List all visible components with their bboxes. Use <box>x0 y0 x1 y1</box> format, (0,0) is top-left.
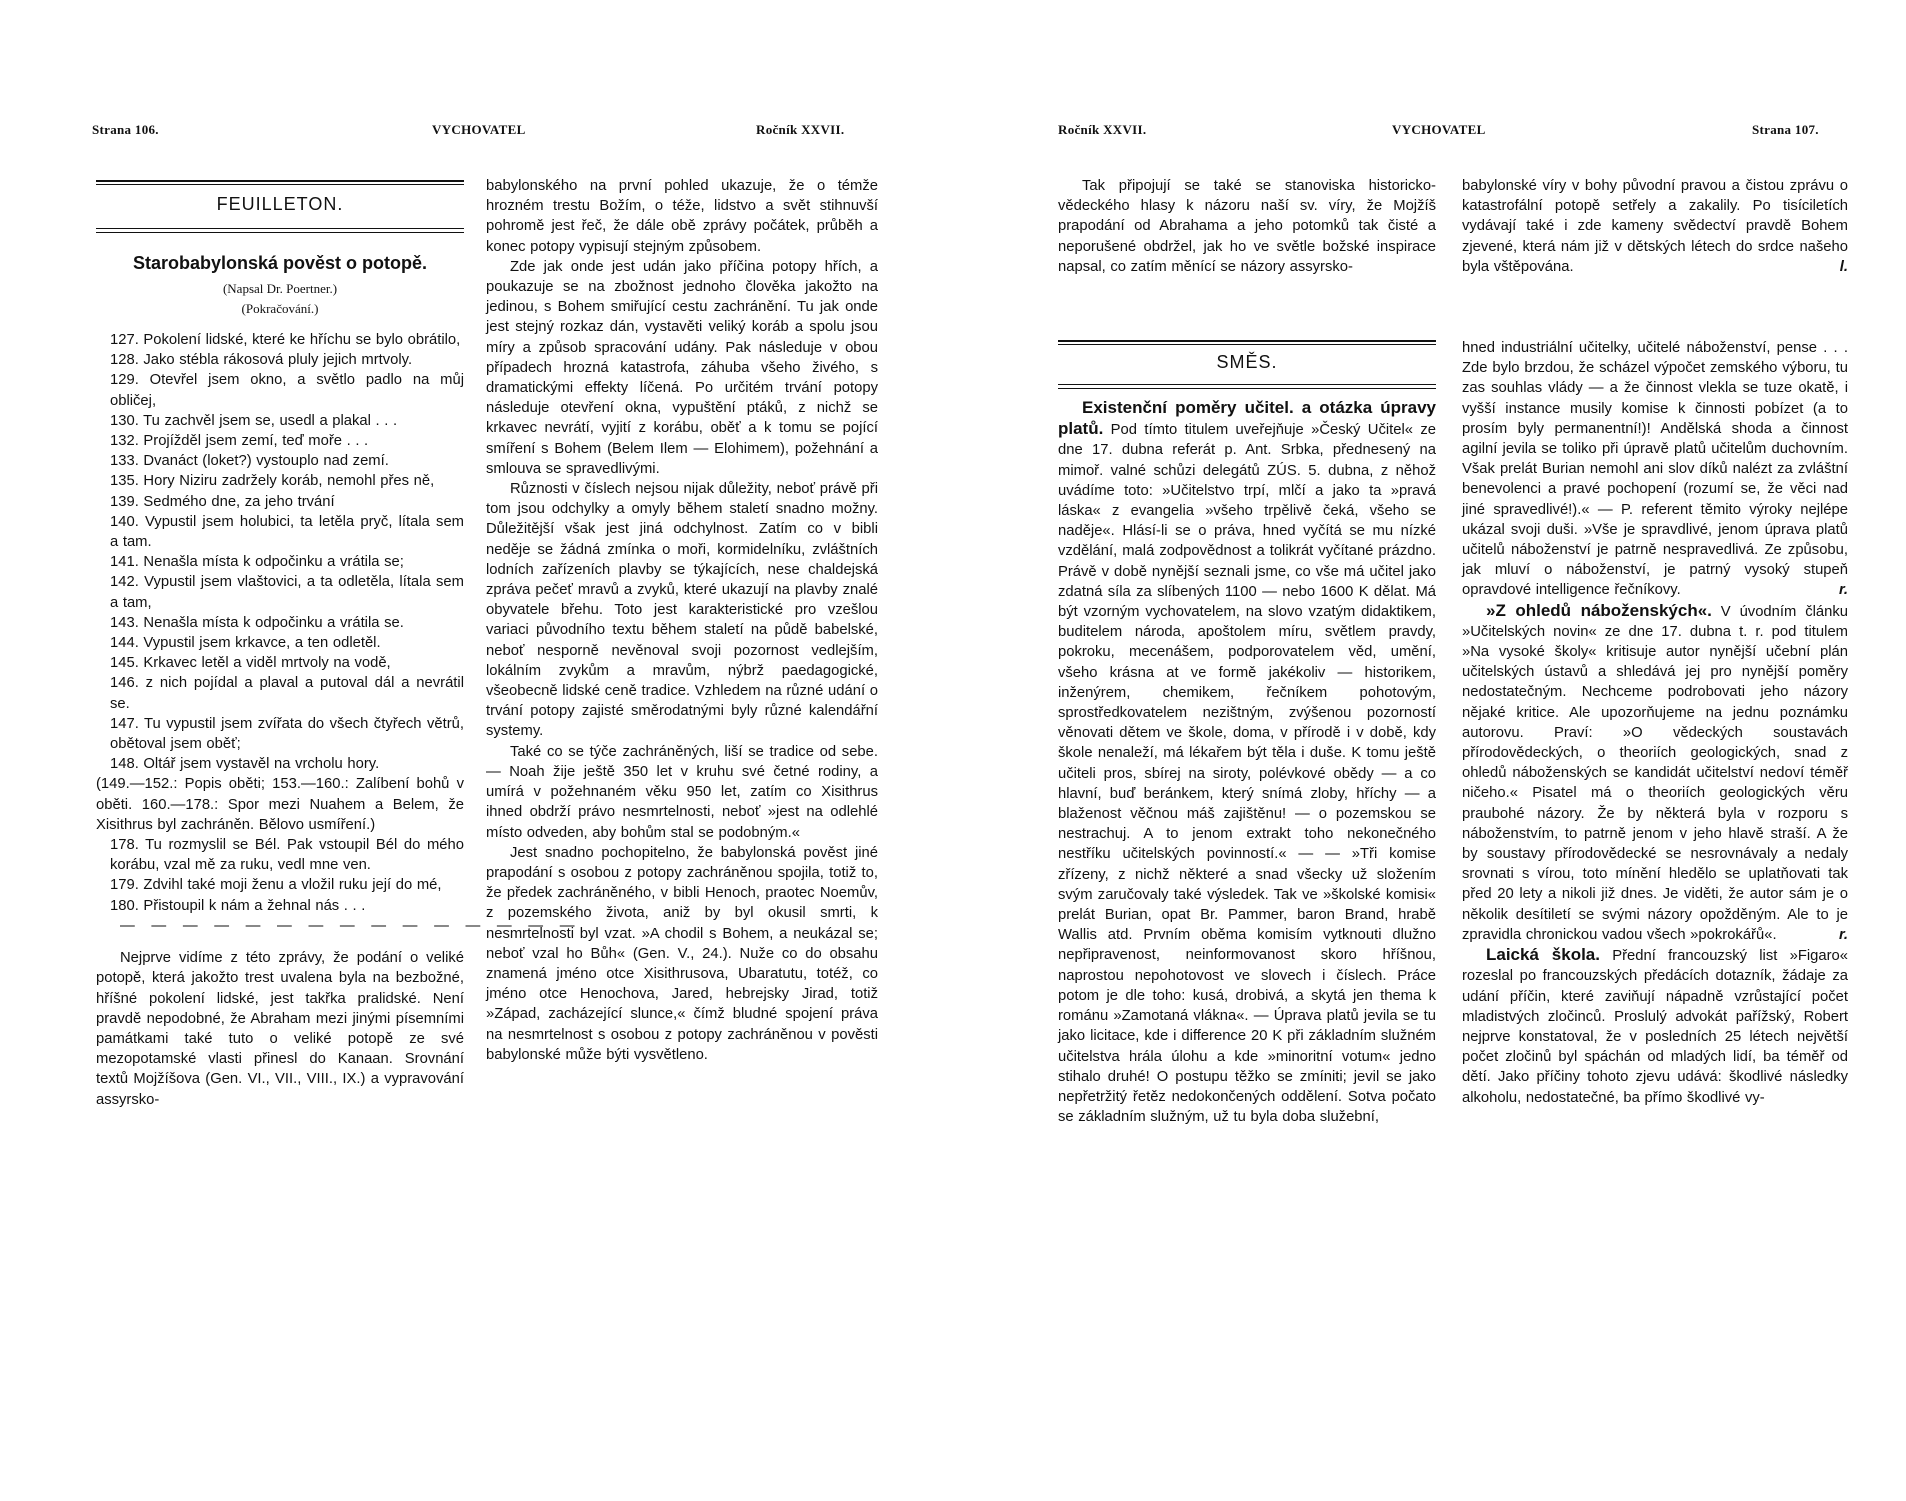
verse-line: 143. Nenašla místa k odpočinku a vrátila se. <box>110 614 404 631</box>
verse-line: 133. Dvanáct (loket?) vystouplo nad zemí. <box>110 453 389 470</box>
article-text: babylonského na první pohled ukazuje, že o témže hrozném trestu Božím, o téže, lidstvo a svět stihnuvší pohromě jest řeč, že dále obě zprávy počátek, průběh a konec potopy vypisují stejným způsobem. <box>486 178 878 255</box>
article-paragraph <box>486 257 878 479</box>
article-text: Také co se týče zachráněných, liší se tradice od sebe. — Noah žije ještě 350 let v kruhu své četné rodiny, a umírá v požehnaném věku 950 let, zatím co Xisithrus ihned obdrží právo nesmrtelnosti, neboť »jest na odlehlé místo odveden, aby bohům stal se podobným.« <box>486 743 878 841</box>
left-journal-title: VYCHOVATEL <box>432 122 526 137</box>
right-top-paragraph-2 <box>1462 176 1848 277</box>
article-paragraph <box>1462 338 1848 601</box>
verse-line: 142. Vypustil jsem vlaštovici, a ta odletěla, lítala sem a tam, <box>110 574 464 611</box>
feuilleton-heading: FEUILLETON. <box>216 194 344 214</box>
feuilleton-top-rule-inner <box>96 184 464 185</box>
article-heading: Laická škola. <box>1486 945 1600 965</box>
article-text: Zde jak onde jest udán jako příčina potopy hřích, a poukazuje se na zbožnost jednoho člověka jakožto na jedinou, s Bohem smiřující cestu zachránění. Tu jak onde jest stejný rozkaz dán, vystavěti veliký koráb a spolu jsou míry a způsob spracování udány. Pak následuje v obou případech hrozná katastrofa, záhuba všeho živého, s dramatickými effekty líčená. Po určitém trvání potopy následuje otevření okna, vypuštění ptáků, z nichž se krkavec nevrátí, vyjití z korábu, oběť a k tomu se pojící smíření s Bohem (Belem Ilem — Elohimem), požehnání a smlouva se spravedlivými. <box>486 258 878 477</box>
story-title: Starobabylonská pověst o potopě. <box>132 253 428 273</box>
signature-l: l. <box>1839 258 1848 275</box>
smes-top-rule-inner <box>1058 344 1436 345</box>
left-col1-paragraph: Nejprve vidíme z této zprávy, že podání o veliké potopě, která jakožto trest uvalena byla na bezbožné, hříšné pokolení lidské, jest takřka pralidské. Není pravdě nepodobné, že Abraham mezi jinými písemními památkami také tuto o veliké potopě ze své mezopotamské vlasti přinesl do Kanaan. Srovnání textů Mojžíšova (Gen. VI., VII., VIII., IX.) a vypravování assyrsko- <box>96 950 464 1108</box>
smes-heading: SMĚS. <box>1216 352 1278 372</box>
right-top-column-2 <box>1462 176 1848 306</box>
verse-line: 147. Tu vypustil jsem zvířata do všech čtyřech větrů, obětoval jsem oběť; <box>110 715 464 753</box>
left-volume: Ročník XXVII. <box>756 122 845 137</box>
article-heading: »Z ohledů náboženských«. <box>1486 600 1712 620</box>
article-heading: Existenční poměry učitel. a otázka úpravy platů. <box>1058 398 1436 439</box>
signature: r. <box>1838 926 1848 943</box>
verse-line: 179. Zdvihl také moji ženu a vložil ruku její do mé, <box>110 877 442 894</box>
left-column-2 <box>486 176 878 1416</box>
story-author: (Napsal Dr. Poertner.) <box>222 281 338 296</box>
verse-line: 148. Oltář jsem vystavěl na vrcholu hory. <box>110 756 380 773</box>
verse-line: 141. Nenašla místa k odpočinku a vrátila se; <box>110 554 404 571</box>
verse-line: 180. Přistoupil k nám a žehnal nás . . . <box>110 897 366 914</box>
article-text: hned industriální učitelky, učitelé náboženství, pense . . . Zde bylo brzdou, že scházel výpočet zemského výboru, tu zas souhlas vlády — a že činnost vlekla se tuze okatě, i vyšší instance musily komise k činnosti pobízet (a to prosím byly permanentní!)! Andělská shoda a činnost agilní jevila se toliko při úpravě platů učitelům duchovním. Však prelát Burian nemohl ani slov díků nalézt za zvláštní benevolenci a pravé pochopení (rozumí se, že věci nad jiné spravedlivé!).« — P. referent těmito výroky nejlépe ukázal svoji duši. »Vše je spravdlivé, jenom úprava platů učitelů náboženství je patrně nespravedlivá. Ze způsobu, jak mluví o náboženství, je patrný vysoký stupeň opravdové intelligence řečníkovy. <box>1462 340 1848 599</box>
right-top-paragraph-2-text: babylonské víry v bohy původní pravou a čistou zprávu o katastrofální potopě setřely a zakalily. Po tisíciletích vydávají také i zde kameny svědectví pravdě Bohem zjevené, která nám již v dětských létech do srdce našeho byla vštěpována. <box>1462 178 1848 275</box>
signature: r. <box>1838 582 1848 599</box>
right-column-2 <box>1462 338 1848 1418</box>
smes-bottom-rule <box>1058 384 1436 385</box>
verses-column <box>96 330 581 1180</box>
left-page-number: Strana 106. <box>92 122 159 137</box>
feuilleton-bottom-rule-2 <box>96 232 464 233</box>
article-text: Přední francouzský list »Figaro« rozeslal po francouzských předácích dotazník, žádaje za udání příčin, které zaviňují nápadně vzrůstající počet mladistvých zločinců. Proslulý advokát pařížský, Robert nejprve konstatoval, že v posledních 25 létech největší počet zločinů byl spáchán od mladých lidí, ba téměř od dětí. Jako příčiny tohoto zjevu udává: škodlivé následky alkoholu, nedostatečné, ba přímo škodlivé vy- <box>1462 948 1848 1106</box>
verse-line: 139. Sedmého dne, za jeho trvání <box>110 493 335 510</box>
verse-line: 144. Vypustil jsem krkavce, a ten odletěl. <box>110 635 381 652</box>
article-text: Pod tímto titulem uveřejňuje »Český Učitel« ze dne 17. dubna referát p. Ant. Srbka, přednesený na mimoř. valné schůzi delegátů ZÚS. 5. dubna, z něhož uvádíme toto: »Učitelstvo trpí, mlčí a jako ta »pravá láska« z evangelia »všeho trpělivě čeká, všeho se naděje«. Hlásí-li se o práva, hned vyčítá se mu nízké vzdělání, malá zodpovědnost a tolikrát vyčítané prázdno. Právě v době nynější seznali jsme, co vše má učitel jako zdatná síla za slíbených 1100 — nebo 1600 K dělat. Má být vzorným vychovatelem, na slovo vzatým didaktikem, buditelem národa, apoštolem míru, světlem pravdy, pokroku, mecenášem, podporovatelem věd, umění, všeho krásna at ve formě jakékoliv — historikem, inženýrem, chemikem, řečníkem pohotovým, sprostředkovatelem nezištným, zvýšenou pozorností věnovati dětem ve škole, doma, v přírodě i v době, kdy škole nenaleží, má lékařem být těla i duše. K tomu ještě učiteli pros, sbírej na siroty, polévkové obědy — a co hlavní, buď beránkem, který snímá zloby, hříchy — a blaženost věčnou máš zajištěnu! — o pozemskou se nestrachuj. A to jenom extrakt toho nekonečného nestříku učitelských povinností.« — — »Tři komise zřízeny, z nichž některé a snad všecky už složením svým zaručovaly také výsledek. Tak ve »školské komisi« prelát Burian, opat Br. Pammer, baron Brand, hrabě Wallis atd. Prvním oběma komisím vytknouti dlužno nepřipravenost, neinformovanost skoro hříšnou, naprostou nepohotovost ve slovech i číslech. Práce potom je dle toho: kusá, drobivá, a skytá jen thema k románu »Zamotaná vlákna«. — Úprava platů jevila se tu jako licitace, kde i difference 20 K při základním služném učitelstva hrála úlohu a kde »minoritní votum« jedno stihalo druhé! O postupu těžko se zmíniti; jevil se jako nepřetržitý řetěz nedokončených oddělení. Sotva počato se základním služným, už tu byla doba služební, <box>1058 422 1436 1126</box>
right-column-1 <box>1058 398 1436 1418</box>
verse-line: 129. Otevřel jsem okno, a světlo padlo na můj obličej, <box>110 372 464 409</box>
right-top-column-1 <box>1058 176 1436 306</box>
verse-line: 145. Krkavec letěl a viděl mrtvoly na vodě, <box>110 655 391 672</box>
verse-line: 128. Jako stébla rákosová pluly jejich mrtvoly. <box>110 352 413 369</box>
article-paragraph <box>1058 398 1436 1127</box>
verse-line: 127. Pokolení lidské, které ke hříchu se bylo obrátilo, <box>110 332 461 348</box>
verse-line: 178. Tu rozmyslil se Bél. Pak vstoupil Bél do mého korábu, vzal mě za ruku, vedl mne ven. <box>110 837 464 874</box>
feuilleton-top-rule <box>96 180 464 182</box>
right-top-paragraph-1: Tak připojují se také se stanoviska historicko-vědeckého hlasy k názoru naší sv. víry, že Mojžíš prapodání od Abrahama a jeho potomků tak čisté a neporušené obdržel, jak ho ve světle božské inspirace napsal, co zatím měnící se názory assyrsko- <box>1058 178 1436 275</box>
article-paragraph <box>1462 945 1848 1108</box>
right-volume: Ročník XXVII. <box>1058 122 1147 137</box>
right-journal-title: VYCHOVATEL <box>1392 122 1486 137</box>
feuilleton-bottom-rule <box>96 228 464 229</box>
verse-line: 135. Hory Niziru zadržely koráb, nemohl přes ně, <box>110 473 435 490</box>
article-paragraph <box>486 843 878 1065</box>
article-paragraph <box>486 479 878 742</box>
story-note: (Pokračování.) <box>241 301 319 316</box>
right-page-number: Strana 107. <box>1752 122 1819 137</box>
verse-line: 140. Vypustil jsem holubici, ta letěla pryč, lítala sem a tam. <box>110 513 464 551</box>
smes-bottom-rule-2 <box>1058 388 1436 389</box>
verse-dashes: — — — — — — — — — — — — — — — <box>120 917 581 934</box>
article-text: V úvodním článku »Učitelských novin« ze dne 17. dubna t. r. pod titulem »Na vysoké školy« kritisuje autor nynější učební plán učitelských ústavů a shledává jej pro nynější poměry nedostatečným. Nechceme podrobovati jeho názory nějaké kritice. Ale upozorňujeme na jednu poznámku autorovu. Praví: »O vědeckých soustavách přírodovědeckých, o theoriích geologických, snad z ohledů náboženských se kandidát učitelství nedoví téměř ničeho.« Pisatel má o theoriích geologických věru praubohé názory. Že by některá byla v rozporu s náboženstvím, to patrně jenom v jeho hlavě straší. A že by soustavy přírodovědecké se nesrovnávaly a nedaly srovnati s vírou, toto mínění hledělo se uplatňovati tak před 20 lety a nikoli již dnes. Je viděti, že autor sám je o několik desítiletí se svými názory opožděným. Ale to je zpravidla chronickou vadou všech »pokrokářů«. <box>1462 603 1848 943</box>
article-paragraph <box>1462 601 1848 945</box>
article-text: Jest snadno pochopitelno, že babylonská pověst jiné prapodání s osobou z potopy zachráněnou spojila, totiž to, že předek zachráněného, v bibli Henoch, praotec Noemův, z pozemského života, aniž by byl okusil smrti, k nesmrtelnosti byl vzat. »A chodil s Bohem, a neukázal se; neboť vzal ho Bůh« (Gen. V., 24.). Nuže co do obsahu znamená jméno otce Xisithrusova, Ubaratutu, totéž, co jméno otce Henochova, Jared, hebrejsky Jirad, totiž »Západ, zacházející slunce,« čímž bludné spojení práva na nesmrtelnost s osobou z potopy zachráněnou v pověsti babylonské může býti vysvětleno. <box>486 844 878 1063</box>
verse-line: 146. z nich pojídal a plaval a putoval dál a nevrátil se. <box>110 675 464 712</box>
smes-top-rule <box>1058 340 1436 342</box>
verse-line: (149.—152.: Popis oběti; 153.—160.: Zalíbení bohů v oběti. 160.—178.: Spor mezi Nuahem a Belem, že Xisithrus byl zachráněn. Bělovo usmíření.) <box>96 776 464 833</box>
verse-line: 130. Tu zachvěl jsem se, usedl a plakal . . . <box>110 412 398 429</box>
article-text: Různosti v číslech nejsou nijak důležity, neboť právě při tom jsou odchylky a omyly během staletí snadno možny. Důležitější však jest jiná odchylnost. Zatím co v bibli neděje se žádná zmínka o moři, kormidelníku, zvláštních lodních zařízeních plavby se týkajících, nese chaldejská zpráva pečeť mravů a zvyků, které ukazují na plavby znalé obyvatele břehu. Toto jest karakteristické pro vzešlou variaci původního textu během staletí na půdě babelské, neboť nesporně nevěnoval svoji pozornost vedlejším, lokálním zvykům a mravům, nýbrž paedagogické, všeobecně lidské ceně tradice. Vzhledem na různé udání o trvání potopy zajisté směrodatnými byly různé kalendářní systemy. <box>486 481 878 740</box>
article-paragraph <box>486 742 878 843</box>
verse-line: 132. Projížděl jsem zemí, teď moře . . . <box>110 433 369 450</box>
article-paragraph <box>486 176 878 257</box>
verse-list <box>96 330 464 916</box>
